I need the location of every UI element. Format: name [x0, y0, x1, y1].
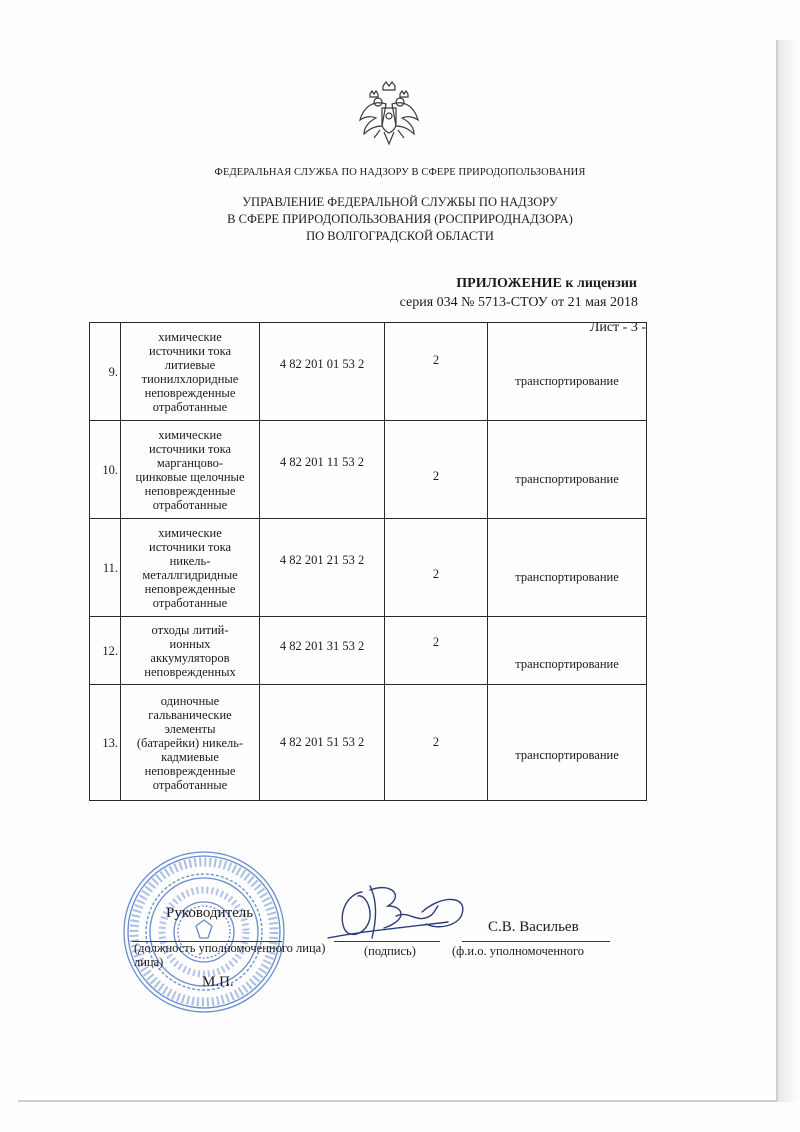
- waste-name-line: отработанные: [152, 595, 228, 610]
- activity-type: транспортирование: [515, 471, 619, 486]
- waste-name-line: химические: [158, 427, 222, 442]
- hazard-class-cell: [385, 421, 488, 519]
- name-underline: [462, 941, 610, 942]
- waste-name-line: неповрежденные: [144, 581, 236, 596]
- hazard-class-cell: [385, 519, 488, 617]
- waste-name-line: аккумуляторов: [150, 650, 230, 665]
- annex-series: серия 034 № 5713-СТОУ от 21 мая 2018: [399, 295, 638, 310]
- hazard-class: 2: [432, 635, 440, 649]
- waste-code: 4 82 201 21 53 2: [279, 553, 365, 567]
- agency-name: ФЕДЕРАЛЬНАЯ СЛУЖБА ПО НАДЗОРУ В СФЕРЕ ПРИРОДОПОЛЬЗОВАНИЯ: [214, 167, 586, 178]
- waste-name-line: литиевые: [164, 357, 216, 372]
- waste-name-line: элементы: [164, 721, 216, 736]
- waste-code: 4 82 201 31 53 2: [279, 639, 365, 653]
- coat-of-arms-icon: [356, 80, 422, 150]
- waste-name-line: отработанные: [152, 777, 228, 792]
- waste-name: [121, 685, 260, 801]
- activity-cell: [488, 519, 647, 617]
- scan-edge-shadow: [778, 40, 800, 1102]
- activity-cell: [488, 685, 647, 801]
- waste-name-line: металлгидридные: [142, 567, 238, 582]
- waste-name-line: никель-: [169, 553, 211, 568]
- hazard-class: 2: [432, 469, 440, 483]
- hazard-class: 2: [432, 353, 440, 367]
- table-row: [90, 519, 647, 617]
- waste-name-line: неповрежденные: [144, 385, 236, 400]
- signature-underline: [334, 941, 440, 942]
- waste-name-line: химические: [158, 329, 222, 344]
- department-line-1: УПРАВЛЕНИЕ ФЕДЕРАЛЬНОЙ СЛУЖБЫ ПО НАДЗОРУ: [242, 195, 558, 209]
- waste-name: [121, 421, 260, 519]
- activity-cell: [488, 617, 647, 685]
- waste-code-cell: [260, 421, 385, 519]
- hazard-class: 2: [432, 567, 440, 581]
- annex-title: ПРИЛОЖЕНИЕ к лицензии: [456, 276, 637, 291]
- hazard-class-cell: [385, 323, 488, 421]
- activity-cell: [488, 323, 647, 421]
- hazard-class-cell: [385, 617, 488, 685]
- waste-name-line: источники тока: [149, 441, 231, 456]
- waste-name-line: гальванические: [148, 707, 232, 722]
- activity-type: транспортирование: [515, 656, 619, 671]
- row-number: 13.: [90, 685, 121, 801]
- row-number: 12.: [90, 617, 121, 685]
- table-row: [90, 617, 647, 685]
- caption-position: (должность уполномоченного лица): [134, 941, 326, 955]
- row-number: 11.: [90, 519, 121, 617]
- waste-name-line: кадмиевые: [161, 749, 219, 764]
- scan-edge-bottom: [18, 1100, 778, 1102]
- waste-name-line: отходы литий-: [151, 622, 229, 637]
- waste-name-line: неповрежденных: [144, 664, 236, 679]
- waste-name-line: (батарейки) никель-: [136, 735, 244, 750]
- waste-code-cell: [260, 617, 385, 685]
- caption-signature: (подпись): [364, 944, 416, 958]
- waste-name-line: марганцово-: [156, 455, 224, 470]
- signer-name: С.В. Васильев: [488, 919, 579, 935]
- table-row: [90, 685, 647, 801]
- seal-place-mark: М.П.: [202, 974, 234, 990]
- hazard-class: 2: [432, 735, 440, 749]
- waste-name: [121, 323, 260, 421]
- hazard-class-cell: [385, 685, 488, 801]
- waste-name-line: цинковые щелочные: [135, 469, 245, 484]
- position-title: Руководитель: [166, 905, 254, 921]
- waste-name-line: химические: [158, 525, 222, 540]
- row-number: 9.: [90, 323, 121, 421]
- waste-name: [121, 617, 260, 685]
- table-row: [90, 421, 647, 519]
- caption-full-name: (ф.и.о. уполномоченного: [452, 944, 585, 958]
- waste-name-line: источники тока: [149, 539, 231, 554]
- waste-name-line: неповрежденные: [144, 483, 236, 498]
- waste-name: [121, 519, 260, 617]
- waste-table: [89, 322, 647, 801]
- waste-name-line: отработанные: [152, 399, 228, 414]
- waste-code-cell: [260, 685, 385, 801]
- waste-name-line: одиночные: [160, 693, 220, 708]
- activity-type: транспортирование: [515, 747, 619, 762]
- signature-icon: [318, 872, 478, 952]
- activity-cell: [488, 421, 647, 519]
- waste-code: 4 82 201 51 53 2: [279, 735, 365, 749]
- department-line-2: В СФЕРЕ ПРИРОДОПОЛЬЗОВАНИЯ (РОСПРИРОДНАДЗОРА): [227, 212, 573, 226]
- waste-name-line: отработанные: [152, 497, 228, 512]
- row-number: 10.: [90, 421, 121, 519]
- sheet-number: Лист - 3 -: [589, 320, 646, 335]
- waste-code-cell: [260, 323, 385, 421]
- waste-code-cell: [260, 519, 385, 617]
- scan-edge-right: [776, 40, 778, 1102]
- waste-name-line: ионных: [169, 636, 211, 651]
- activity-type: транспортирование: [515, 569, 619, 584]
- waste-name-line: тионилхлоридные: [141, 371, 239, 386]
- waste-code: 4 82 201 01 53 2: [279, 357, 365, 371]
- waste-name-line: неповрежденные: [144, 763, 236, 778]
- table-row: [90, 323, 647, 421]
- caption-position-continued: лица): [134, 955, 164, 969]
- waste-code: 4 82 201 11 53 2: [280, 455, 364, 469]
- activity-type: транспортирование: [515, 373, 619, 388]
- department-line-3: ПО ВОЛГОГРАДСКОЙ ОБЛАСТИ: [306, 229, 494, 243]
- waste-name-line: источники тока: [149, 343, 231, 358]
